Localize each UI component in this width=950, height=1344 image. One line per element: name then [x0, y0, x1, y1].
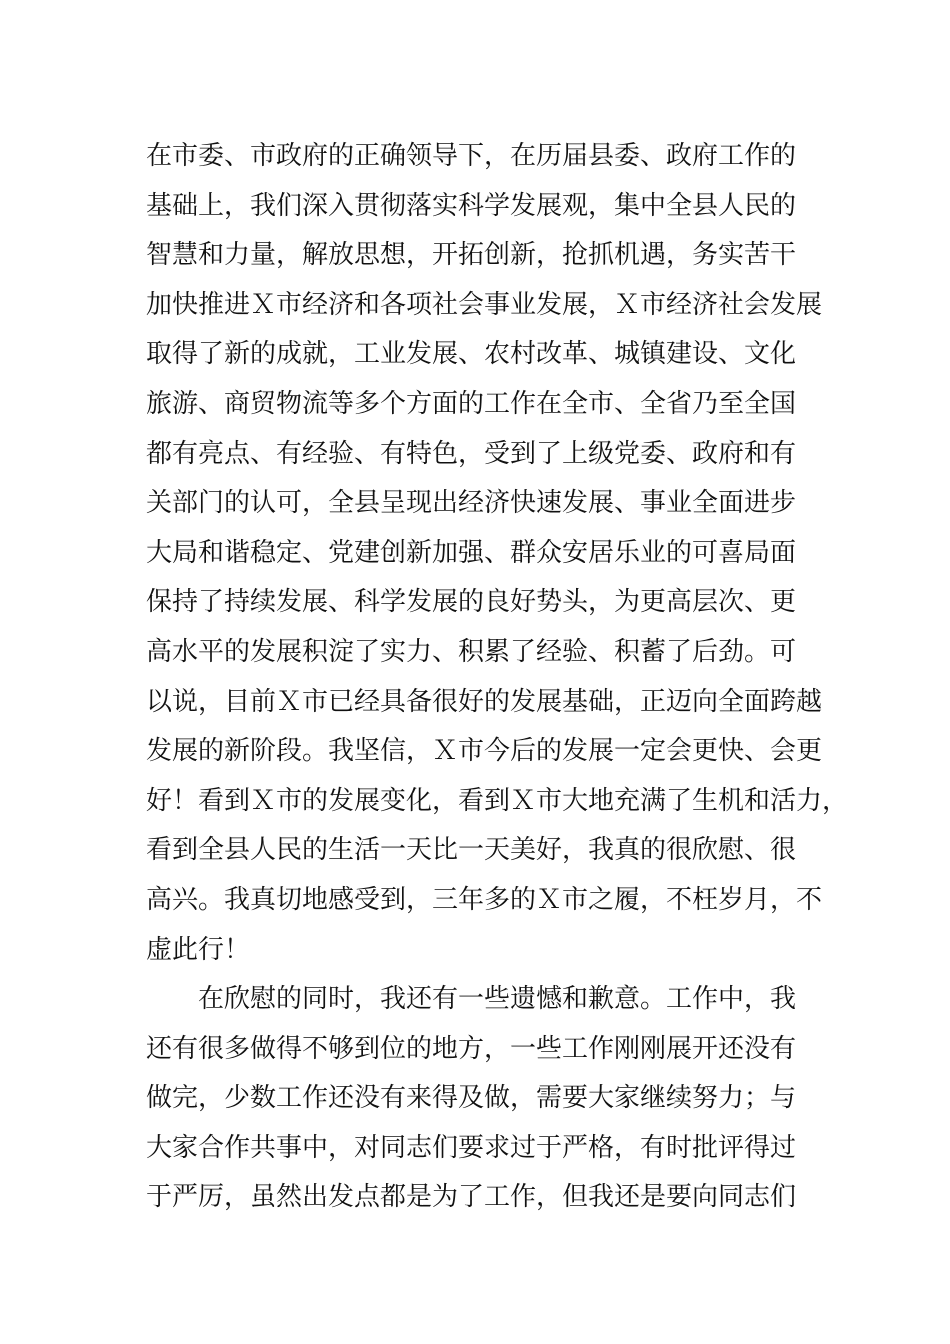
text-line: 高水平的发展积淀了实力、积累了经验、积蓄了后劲。可 — [146, 636, 797, 667]
document-body — [146, 132, 849, 1223]
text-line: 好！看到Ｘ市的发展变化，看到Ｘ市大地充满了生机和活力， — [146, 785, 849, 816]
text-line: 保持了持续发展、科学发展的良好势头，为更高层次、更 — [146, 587, 797, 618]
paragraph-2 — [146, 975, 826, 1223]
text-line: 大家合作共事中，对同志们要求过于严格，有时批评得过 — [146, 1132, 797, 1163]
text-line: 加快推进Ｘ市经济和各项社会事业发展，Ｘ市经济社会发展 — [146, 289, 823, 320]
text-line: 大局和谐稳定、党建创新加强、群众安居乐业的可喜局面 — [146, 537, 797, 568]
text-line: 还有很多做得不够到位的地方，一些工作刚刚展开还没有 — [146, 1033, 797, 1064]
text-line: 发展的新阶段。我坚信，Ｘ市今后的发展一定会更快、会更 — [146, 736, 823, 767]
text-line: 虚此行！ — [146, 934, 251, 965]
text-line: 于严厉，虽然出发点都是为了工作，但我还是要向同志们 — [146, 1182, 797, 1213]
text-line: 基础上，我们深入贯彻落实科学发展观，集中全县人民的 — [146, 190, 797, 221]
text-line: 在市委、市政府的正确领导下，在历届县委、政府工作的 — [146, 141, 797, 171]
text-line: 高兴。我真切地感受到，三年多的Ｘ市之履，不枉岁月，不 — [146, 884, 823, 915]
text-line: 都有亮点、有经验、有特色，受到了上级党委、政府和有 — [146, 438, 797, 469]
text-line: 智慧和力量，解放思想，开拓创新，抢抓机遇，务实苦干 — [146, 240, 797, 271]
text-line: 旅游、商贸物流等多个方面的工作在全市、全省乃至全国 — [146, 388, 797, 419]
text-line: 取得了新的成就，工业发展、农村改革、城镇建设、文化 — [146, 339, 797, 370]
text-line: 做完，少数工作还没有来得及做，需要大家继续努力；与 — [146, 1083, 797, 1114]
text-line: 关部门的认可，全县呈现出经济快速发展、事业全面进步 — [146, 488, 797, 519]
text-line: 以说，目前Ｘ市已经具备很好的发展基础，正迈向全面跨越 — [146, 686, 823, 717]
paragraph-1 — [146, 132, 849, 975]
text-line: 看到全县人民的生活一天比一天美好，我真的很欣慰、很 — [146, 835, 797, 866]
text-line-indented: 在欣慰的同时，我还有一些遗憾和歉意。工作中，我 — [198, 984, 797, 1015]
